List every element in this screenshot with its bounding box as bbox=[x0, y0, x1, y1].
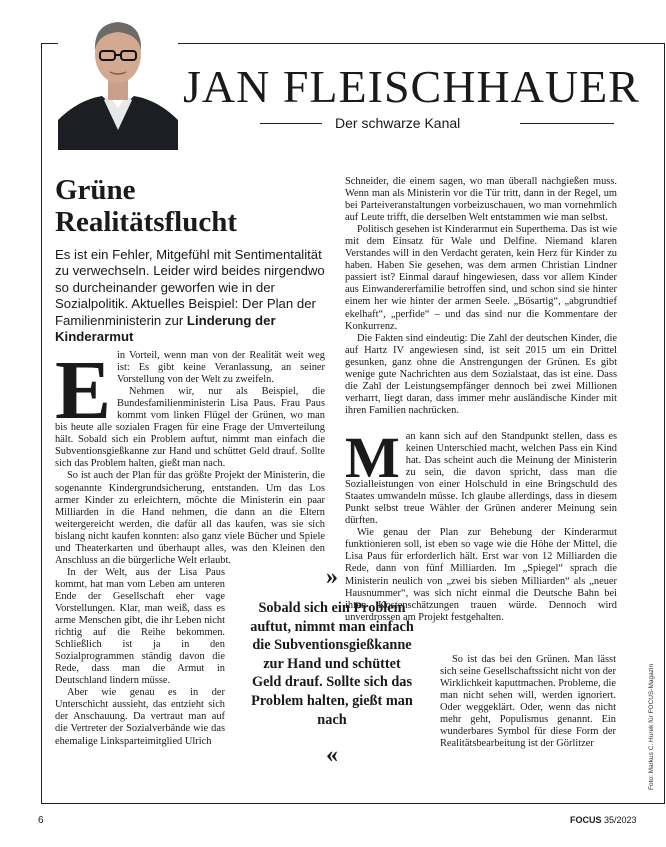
divider-right bbox=[520, 123, 614, 124]
lead-bold: Linderung der Kinderarmut bbox=[55, 312, 276, 345]
col2-paragraph: Wie genau der Plan zur Behebung der Kinderarmut funktionieren soll, ist eben so vage wie die Höhe der Mittel, die Lisa Paus für erforderlich hält. Erst war von 12 Milliarden die Rede, dann von fünf Milliarden. Im „Spiegel“ sprach die Ministerin neulich von „zwei bis sieben Milliarden“ als „neuer Hausnummer“, was sich nicht einmal die Deutsche Bahn bei ihren Kostenschätzungen trauen würde. Dennoch wird unverdrossen am Projekt festgehalten. bbox=[345, 527, 617, 623]
headline-line1: Grüne bbox=[55, 174, 136, 206]
divider-left bbox=[260, 123, 322, 124]
quote-text: Sobald sich ein Problem auftut, nimmt man einfach die Subventionsgießkanne zur Hand und schüttet Geld drauf. Sollte sich das Problem halten, gießt man nach bbox=[250, 600, 414, 728]
drop-cap-m: M bbox=[345, 424, 400, 490]
page-number: 6 bbox=[38, 815, 44, 826]
col1-paragraph: In der Welt, aus der Lisa Paus kommt, hat man vom Leben am unteren Ende der Gesellschaft eher vage Vorstellungen. Klar, man weiß, dass es arme Menschen gibt, die ihr Leben nicht richtig auf die Reihe bekommen. Schließlich ist ja in den Sozialprogrammen ständig davon die Rede, dass man die Armut in Deutschland lindern müsse. bbox=[55, 566, 225, 687]
col1-paragraph: So ist auch der Plan für das größte Projekt der Ministerin, die sogenannte Kindergrundsicherung, entstanden. Um das Los armer Kinder zu erleichtern, möchte die Ministerin ein paar Milliarden in die Hand nehmen, die dann an die Eltern weitergereicht werden, die dafür all das kaufen, was sie sich bislang nicht kaufen konnten: also ganz viele Bücher und Spiele und Theaterkarten und überhaupt alles, was den Kleinen den Anschluss an die bürgerliche Welt erlaubt. bbox=[55, 470, 325, 566]
headline bbox=[55, 174, 237, 238]
drop-cap-e: E bbox=[55, 344, 112, 437]
col2-paragraph: So ist das bei den Grünen. Man lässt sich seine Gesellschaftssicht nicht von der Wirklichkeit kaputtmachen. Probleme, die man nicht sehen will, werden ignoriert. Oder weggeklärt. Oder, wenn das nicht mehr geht, Populismus genannt. Ein wunderbares Symbol für diese Form der Realitätsbearbeitung ist der Görlitzer bbox=[440, 654, 616, 750]
author-name: JAN FLEISCHHAUER bbox=[183, 61, 640, 112]
column-2 bbox=[345, 176, 617, 624]
col2-paragraph: an kann sich auf den Standpunkt stellen, dass es keinen Unterschied macht, welchen Pass ein Kind hat. Das scheint auch die Meinung der Ministerin zu sein, die davon spricht, dass man die Sozialleistungen von einer Holschuld in eine Bringschuld des Staates umwandeln müsse. Ich glaube allerdings, dass in diesem Punkt selbst treue Wähler der Grünen anderer Meinung sein dürften. bbox=[345, 430, 617, 527]
quote-close-mark: « bbox=[326, 742, 338, 769]
pull-quote bbox=[247, 565, 417, 767]
col1-narrow bbox=[55, 567, 225, 748]
col1-paragraph: Nehmen wir, nur als Beispiel, die Bundesfamilienministerin Lisa Paus. Frau Paus kommt vom linken Flügel der Grünen, wo man bis heute alle sozialen Fragen für eine Frage der Umverteilung hält. Sobald sich ein Problem auftut, nimmt man einfach die Subventionsgießkanne zur Hand und schüttet Geld drauf. Sollte sich das Problem halten, gießt man nach. bbox=[55, 386, 325, 470]
col1-paragraph: Aber wie genau es in der Unterschicht aussieht, das entzieht sich der Anschauung. Da vertraut man auf die Vertreter der Sozialverbände wie das ehemalige Linksparteimitglied Ulrich bbox=[55, 687, 225, 747]
headline-line2: Realitätsflucht bbox=[55, 206, 238, 238]
col2-paragraph: Die Fakten sind eindeutig: Die Zahl der deutschen Kinder, die auf Hartz IV angewiesen sind, ist seit 2015 um ein Drittel gesunken, ganz ohne die Anstrengungen der Grünen. Es gibt wenige gute Nachrichten aus dem Sozialstaat, das ist eine. Dass die Zahl der Leistungsempfänger dennoch bei zwei Millionen verharrt, liegt daran, dass immer mehr ausländische Kinder mit ihren Familien nachrücken. bbox=[345, 332, 617, 416]
column-2-narrow bbox=[440, 654, 616, 750]
magazine-name: FOCUS bbox=[570, 815, 602, 825]
issue-number: 35/2023 bbox=[604, 815, 637, 825]
quote-open-mark: » bbox=[326, 564, 338, 590]
lead-paragraph bbox=[55, 247, 325, 345]
magazine-issue bbox=[570, 815, 637, 825]
author-portrait bbox=[58, 8, 178, 150]
photo-credit: Foto: Markus C. Hurek für FOCUS-Magazin bbox=[648, 663, 655, 790]
column-name: Der schwarze Kanal bbox=[335, 115, 461, 131]
col2-paragraph: Schneider, die einem sagen, wo man überall nachgießen muss. Wenn man als Ministerin vor die Tür tritt, dann in der Regel, um bei Parteiveranstaltungen vorbeizuschauen, wo man vornehmlich auf Leute trifft, die derselben Welt entstammen wie man selbst. bbox=[345, 176, 617, 224]
col2-paragraph: Politisch gesehen ist Kinderarmut ein Superthema. Das ist wie mit dem Einsatz für Wale und Delfine. Niemand klaren Verstandes will in den Verdacht geraten, kein Herz für Kinder zu haben. Haben Sie gesehen, was dem armen Christian Lindner passiert ist? Einmal darauf hingewiesen, dass vor allem Kinder aus Einwandererfamilie betroffen sind, und schon sind sie hinter einem her wie hinter der armen Seele. „Bösartig“, „abgrundtief ekelhaft“, „perfide“ – und das sind nur die Kommentare der Konkurrenz. bbox=[345, 224, 617, 332]
lead-text: Es ist ein Fehler, Mitgefühl mit Sentimentalität zu verwechseln. Leider wird beides nirgendwo so durcheinander geworfen wie in der Sozialpolitik. Aktuelles Beispiel: Der Plan der Familienministerin zur bbox=[55, 247, 325, 328]
col1-paragraph: in Vorteil, wenn man von der Realität weit weg ist: Es gibt keine Veranlassung, an seiner Vorstellung von der Welt zu zweifeln. bbox=[117, 350, 325, 386]
column-name-row bbox=[260, 115, 620, 131]
